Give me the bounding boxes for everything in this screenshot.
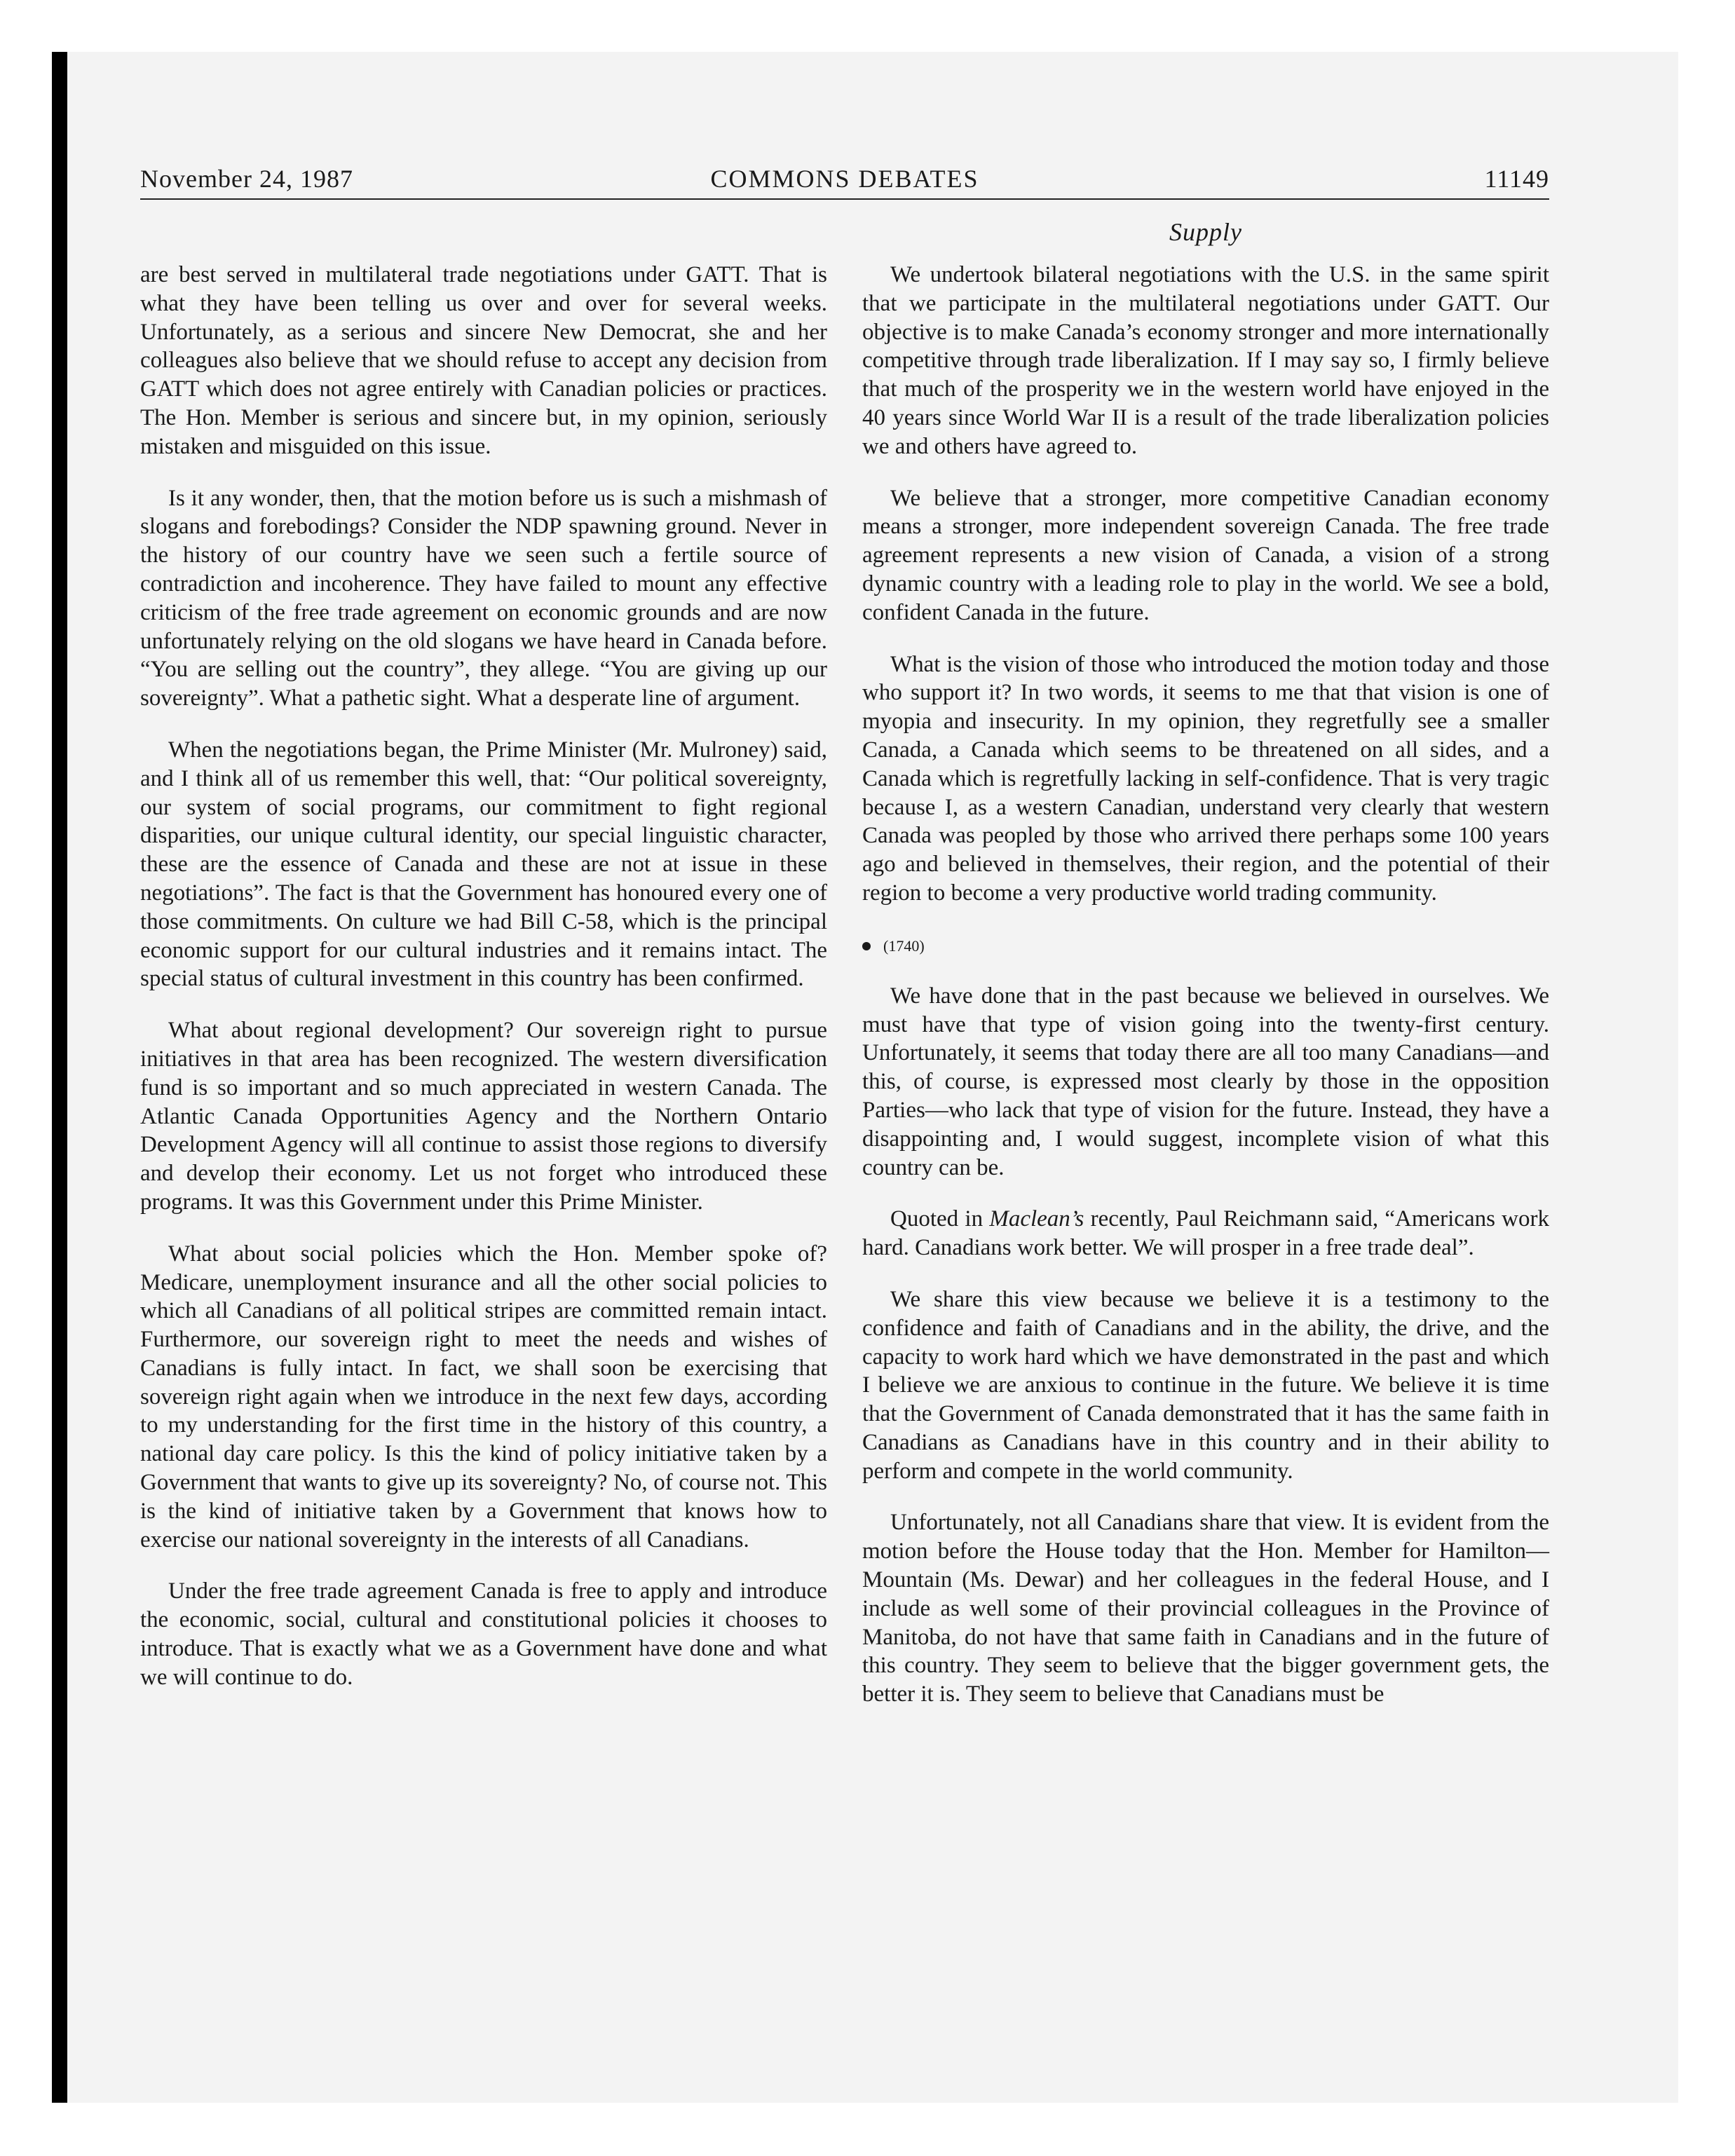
paragraph: What is the vision of those who introduced the motion today and those who support it? In two words, it seems to me that that vision is one of myopia and insecurity. In my opinion, they regretfully see a smaller Canada, a Canada which seems to be threatened on all sides, and a Canada which is regretfully lacking in self-confidence. That is very tragic because I, as a western Canadian, understand very clearly that western Canada was peopled by those who arrived there perhaps some 100 years ago and believed in themselves, their region, and the potential of their region to become a very productive world trading community.: [862, 651, 1549, 906]
right-column: [862, 261, 1549, 1709]
header-page-number: 11149: [1484, 165, 1549, 193]
paragraph: When the negotiations began, the Prime Minister (Mr. Mulroney) said, and I think all of us remember this well, that: “Our political sovereignty, our system of social programs, our commitment to fight regional disparities, our unique cultural identity, our special linguistic character, these are the essence of Canada and these are not at issue in these negotiations”. The fact is that the Government has honoured every one of those commitments. On culture we had Bill C-58, which is the principal economic support for our cultural industries and it remains intact. The special status of cultural investment in this country has been confirmed.: [140, 737, 827, 992]
paragraph: Unfortunately, not all Canadians share that view. It is evident from the motion before the House today that the Hon. Member for Hamilton—Mountain (Ms. Dewar) and her colleagues in the federal House, and I include as well some of their provincial colleagues in the Province of Manitoba, do not have that same faith in Canadians and in the future of this country. They seem to believe that the bigger government gets, the better it is. They seem to believe that Canadians must be: [862, 1510, 1549, 1707]
magazine-title: Maclean’s: [989, 1206, 1084, 1232]
paragraph: What about regional development? Our sovereign right to pursue initiatives in that area has been recognized. The western diversification fund is so important and so much appreciated in western Canada. The Atlantic Canada Opportunities Agency and the Northern Ontario Development Agency will all continue to assist those regions to diversify and develop their economy. Let us not forget who introduced these programs. It was this Government under this Prime Minister.: [140, 1018, 827, 1215]
quote-rest: recently, Paul Reichmann said, “Americans work hard. Canadians work better. We will prosper in a free trade deal”.: [862, 1206, 1549, 1261]
paragraph: We believe that a stronger, more competitive Canadian economy means a stronger, more independent sovereign Canada. The free trade agreement represents a new vision of Canada, a vision of a strong dynamic country with a leading role to play in the world. We see a bold, confident Canada in the future.: [862, 485, 1549, 625]
paragraph: We undertook bilateral negotiations with the U.S. in the same spirit that we participate in the multilateral negotiations under GATT. Our objective is to make Canada’s economy stronger and more internationally competitive through trade liberalization. If I may say so, I firmly believe that much of the prosperity we in the western world have enjoyed in the 40 years since World War II is a result of the trade liberalization policies we and others have agreed to.: [862, 262, 1549, 459]
paragraph: We have done that in the past because we believed in ourselves. We must have that type of vision going into the twenty-first century. Unfortunately, it seems that today there are all too many Canadians—and this, of course, is expressed most clearly by those in the opposition Parties—who lack that type of vision for the future. Instead, they have a disappointing and, I would suggest, incomplete vision of what this country can be.: [862, 983, 1549, 1180]
paragraph: Is it any wonder, then, that the motion before us is such a mishmash of slogans and forebodings? Consider the NDP spawning ground. Never in the history of our country have we seen such a fertile source of contradiction and incoherence. They have failed to mount any effective criticism of the free trade agreement on economic grounds and are now unfortunately relying on the old slogans we have heard in Canada before. “You are selling out the country”, they allege. “You are giving up our sovereignty”. What a pathetic sight. What a desperate line of argument.: [140, 485, 827, 711]
scan-edge: [52, 52, 67, 2103]
page-header: [140, 163, 1549, 195]
time-marker-label: (1740): [883, 936, 925, 955]
paragraph: What about social policies which the Hon. Member spoke of? Medicare, unemployment insurance and all the other social policies to which all Canadians of all political stripes are committed remain intact. Furthermore, our sovereign right to meet the needs and wishes of Canadians is fully intact. In fact, we shall soon be exercising that sovereign right again when we introduce in the next few days, according to my understanding for the first time in the history of this country, a national day care policy. Is this the kind of policy initiative taken by a Government that wants to give up its sovereignty? No, of course not. This is the kind of initiative taken by a Government that knows how to exercise our national sovereignty in the interests of all Canadians.: [140, 1241, 827, 1553]
paragraph: We share this view because we believe it is a testimony to the confidence and faith of Canadians and in the ability, the drive, and the capacity to work hard which we have demonstrated in the past and which I believe we are anxious to continue in the future. We believe it is time that the Government of Canada demonstrated that it has the same faith in Canadians as Canadians have in this country and in their ability to perform and compete in the world community.: [862, 1286, 1549, 1484]
left-column: [140, 261, 827, 1692]
paragraph: are best served in multilateral trade negotiations under GATT. That is what they have been telling us over and over for several weeks. Unfortunately, as a serious and sincere New Democrat, she and her colleagues also believe that we should refuse to accept any decision from GATT which does not agree entirely with Canadian policies or practices. The Hon. Member is serious and sincere but, in my opinion, seriously mistaken and misguided on this issue.: [140, 262, 827, 459]
quote-paragraph: [862, 1205, 1549, 1262]
paragraph: Under the free trade agreement Canada is free to apply and introduce the economic, social, cultural and constitutional policies it chooses to introduce. That is exactly what we as a Government have done and what we will continue to do.: [140, 1578, 827, 1690]
section-heading: Supply: [1169, 218, 1242, 246]
time-marker: [862, 931, 1549, 959]
header-rule: [140, 198, 1549, 200]
header-date: November 24, 1987: [140, 165, 353, 193]
quote-lead: Quoted in: [890, 1206, 984, 1232]
header-publication: COMMONS DEBATES: [710, 165, 979, 193]
bullet-icon: [862, 942, 871, 950]
